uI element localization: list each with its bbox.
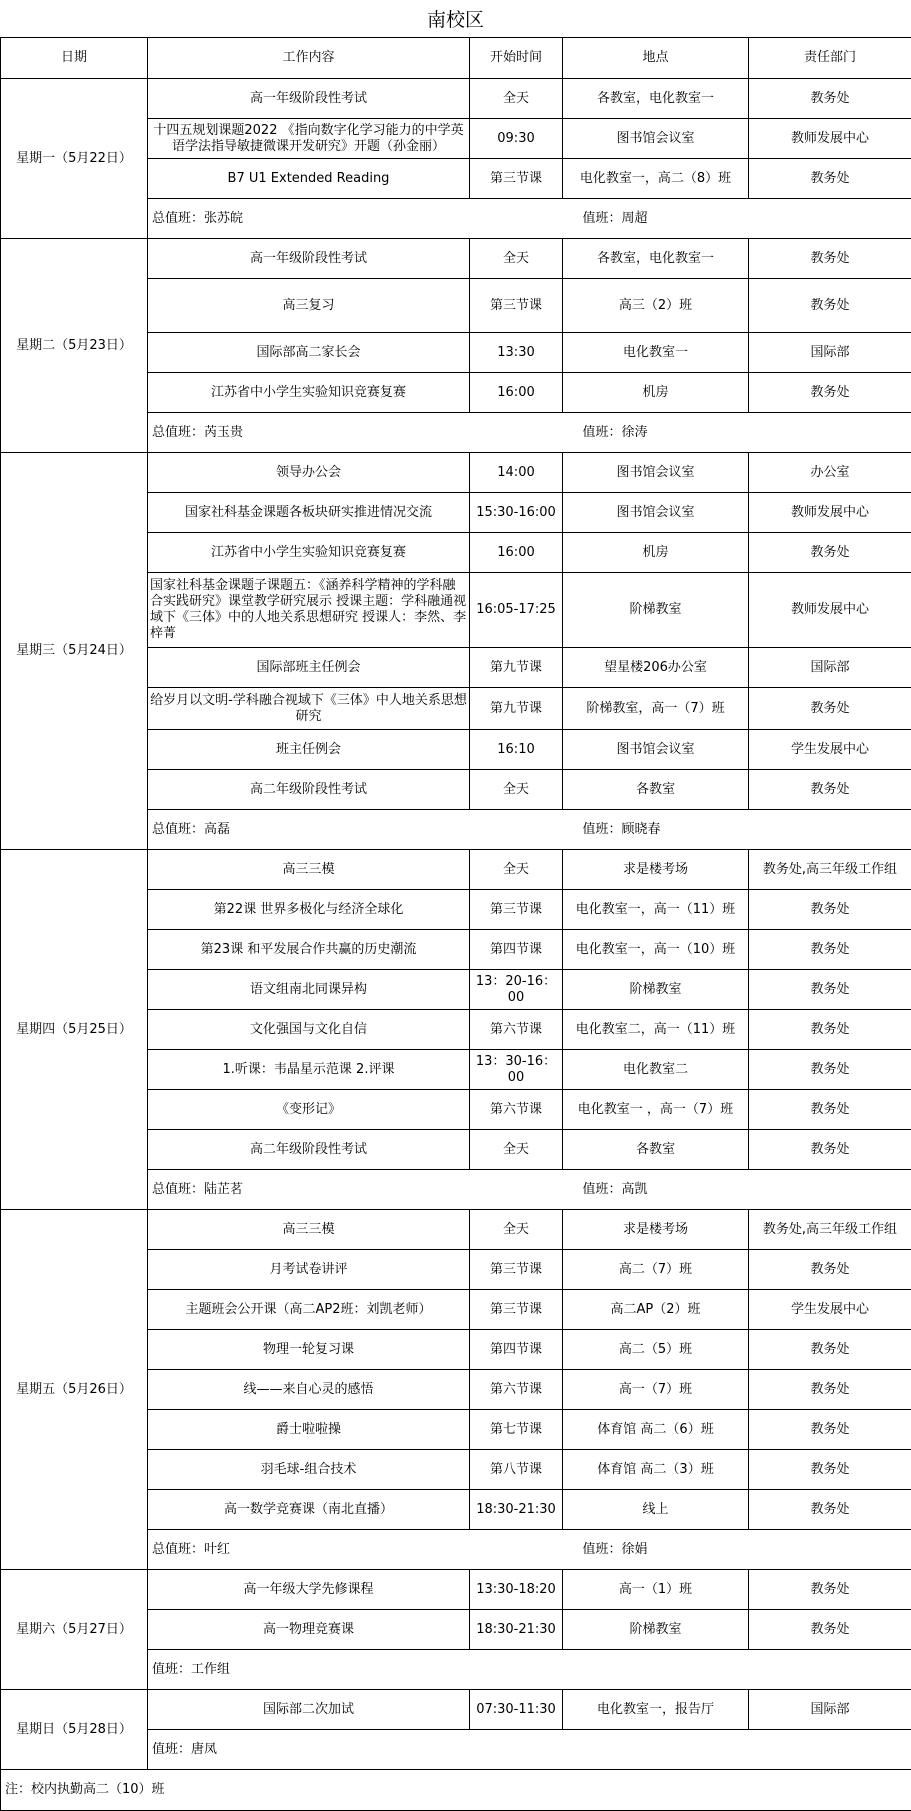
event-department: 教务处 <box>749 1130 911 1170</box>
event-time: 第三节课 <box>470 1250 563 1290</box>
event-place: 线上 <box>563 1490 749 1530</box>
event-place: 各教室，电化教室一 <box>563 79 749 119</box>
event-row <box>1 239 911 279</box>
header-content: 工作内容 <box>148 38 470 79</box>
event-place: 电化教室二，高一（11）班 <box>563 1010 749 1050</box>
chief-duty: 总值班：陆芷茗 <box>148 1170 563 1210</box>
event-department: 教务处 <box>749 1010 911 1050</box>
event-department: 教务处,高三年级工作组 <box>749 850 911 890</box>
event-place: 体育馆 高二（6）班 <box>563 1410 749 1450</box>
event-place: 阶梯教室 <box>563 573 749 648</box>
event-time: 全天 <box>470 79 563 119</box>
event-row <box>1 1690 911 1730</box>
event-content: 语文组南北同课异构 <box>148 970 470 1010</box>
chief-duty: 总值班：张苏皖 <box>148 199 563 239</box>
event-department: 国际部 <box>749 333 911 373</box>
event-place: 图书馆会议室 <box>563 493 749 533</box>
event-content: 高一物理竞赛课 <box>148 1610 470 1650</box>
event-department: 教务处 <box>749 1490 911 1530</box>
event-department: 教务处 <box>749 159 911 199</box>
event-content: 高三复习 <box>148 279 470 333</box>
event-place: 体育馆 高二（3）班 <box>563 1450 749 1490</box>
duty-officer <box>563 1730 911 1770</box>
event-content: 第23课 和平发展合作共赢的历史潮流 <box>148 930 470 970</box>
header-date: 日期 <box>1 38 148 79</box>
event-department: 教务处 <box>749 1410 911 1450</box>
event-place: 图书馆会议室 <box>563 730 749 770</box>
event-content: 国家社科基金课题各板块研实推进情况交流 <box>148 493 470 533</box>
event-content: 十四五规划课题2022 《指向数字化学习能力的中学英语学法指导敏捷微课开发研究》开题（孙金丽） <box>148 119 470 159</box>
day-cell: 星期三（5月24日） <box>1 453 148 850</box>
event-time: 15:30-16:00 <box>470 493 563 533</box>
event-department: 教务处 <box>749 1610 911 1650</box>
event-place: 高三（2）班 <box>563 279 749 333</box>
event-content: 文化强国与文化自信 <box>148 1010 470 1050</box>
duty-officer: 值班：徐娟 <box>563 1530 911 1570</box>
duty-officer: 值班：徐涛 <box>563 413 911 453</box>
event-department: 学生发展中心 <box>749 1290 911 1330</box>
event-time: 第九节课 <box>470 688 563 730</box>
event-place: 各教室，电化教室一 <box>563 239 749 279</box>
event-time: 全天 <box>470 770 563 810</box>
event-row <box>1 79 911 119</box>
chief-duty: 值班：唐凤 <box>148 1730 563 1770</box>
note-row <box>1 1770 911 1811</box>
day-cell: 星期五（5月26日） <box>1 1210 148 1570</box>
event-department: 教务处 <box>749 239 911 279</box>
event-content: 国家社科基金课题子课题五：《涵养科学精神的学科融合实践研究》课堂教学研究展示 授课主题：学科融通视域下《三体》中的人地关系思想研究 授课人：李然、李梓菁 <box>148 573 470 648</box>
event-place: 图书馆会议室 <box>563 453 749 493</box>
chief-duty: 总值班：高磊 <box>148 810 563 850</box>
event-time: 16:00 <box>470 533 563 573</box>
event-department: 教务处 <box>749 1250 911 1290</box>
event-time: 第四节课 <box>470 930 563 970</box>
event-content: 高一数学竞赛课（南北直播） <box>148 1490 470 1530</box>
event-time: 13:30 <box>470 333 563 373</box>
event-content: 班主任例会 <box>148 730 470 770</box>
event-place: 求是楼考场 <box>563 850 749 890</box>
event-time: 全天 <box>470 850 563 890</box>
event-time: 第六节课 <box>470 1010 563 1050</box>
event-place: 电化教室二 <box>563 1050 749 1090</box>
event-content: 高二年级阶段性考试 <box>148 1130 470 1170</box>
event-time: 13：20-16：00 <box>470 970 563 1010</box>
event-content: 高三三模 <box>148 1210 470 1250</box>
event-department: 教务处 <box>749 279 911 333</box>
event-time: 第六节课 <box>470 1370 563 1410</box>
event-content: 线——来自心灵的感悟 <box>148 1370 470 1410</box>
event-time: 16:10 <box>470 730 563 770</box>
event-time: 18:30-21:30 <box>470 1610 563 1650</box>
event-department: 教务处 <box>749 688 911 730</box>
event-row <box>1 850 911 890</box>
event-department: 教务处 <box>749 1330 911 1370</box>
event-department: 教务处 <box>749 970 911 1010</box>
event-department: 教务处 <box>749 79 911 119</box>
event-time: 第九节课 <box>470 648 563 688</box>
event-content: 高一年级大学先修课程 <box>148 1570 470 1610</box>
event-content: 高一年级阶段性考试 <box>148 79 470 119</box>
event-place: 高二AP（2）班 <box>563 1290 749 1330</box>
event-department: 教务处 <box>749 930 911 970</box>
event-time: 第八节课 <box>470 1450 563 1490</box>
event-department: 教务处 <box>749 890 911 930</box>
event-content: 国际部二次加试 <box>148 1690 470 1730</box>
header-row <box>1 38 911 79</box>
event-department: 教务处 <box>749 373 911 413</box>
event-content: 高二年级阶段性考试 <box>148 770 470 810</box>
event-department: 教务处 <box>749 1570 911 1610</box>
day-cell: 星期四（5月25日） <box>1 850 148 1210</box>
event-place: 各教室 <box>563 770 749 810</box>
event-place: 高一（1）班 <box>563 1570 749 1610</box>
event-time: 13:30-18:20 <box>470 1570 563 1610</box>
event-content: B7 U1 Extended Reading <box>148 159 470 199</box>
event-place: 高二（5）班 <box>563 1330 749 1370</box>
event-content: 江苏省中小学生实验知识竞赛复赛 <box>148 533 470 573</box>
event-place: 机房 <box>563 373 749 413</box>
event-time: 第三节课 <box>470 159 563 199</box>
event-time: 第三节课 <box>470 1290 563 1330</box>
event-department: 教师发展中心 <box>749 119 911 159</box>
event-place: 电化教室一，高二（8）班 <box>563 159 749 199</box>
event-place: 阶梯教室 <box>563 1610 749 1650</box>
schedule-table <box>0 37 911 1811</box>
event-content: 羽毛球-组合技术 <box>148 1450 470 1490</box>
page-title: 南校区 <box>0 0 911 37</box>
event-time: 第三节课 <box>470 890 563 930</box>
event-department: 教务处 <box>749 1090 911 1130</box>
event-place: 电化教室一 <box>563 333 749 373</box>
event-time: 14:00 <box>470 453 563 493</box>
header-department: 责任部门 <box>749 38 911 79</box>
event-department: 教务处 <box>749 533 911 573</box>
event-place: 望星楼206办公室 <box>563 648 749 688</box>
duty-officer: 值班：周超 <box>563 199 911 239</box>
event-place: 高一（7）班 <box>563 1370 749 1410</box>
event-department: 国际部 <box>749 1690 911 1730</box>
event-place: 电化教室一，报告厅 <box>563 1690 749 1730</box>
event-time: 第三节课 <box>470 279 563 333</box>
event-place: 电化教室一 ，高一（7）班 <box>563 1090 749 1130</box>
event-place: 机房 <box>563 533 749 573</box>
event-department: 教师发展中心 <box>749 493 911 533</box>
event-content: 爵士啦啦操 <box>148 1410 470 1450</box>
event-content: 1.听课：韦晶星示范课 2.评课 <box>148 1050 470 1090</box>
event-content: 月考试卷讲评 <box>148 1250 470 1290</box>
event-content: 第22课 世界多极化与经济全球化 <box>148 890 470 930</box>
event-place: 阶梯教室，高一（7）班 <box>563 688 749 730</box>
day-cell: 星期日（5月28日） <box>1 1690 148 1770</box>
event-department: 教务处,高三年级工作组 <box>749 1210 911 1250</box>
duty-officer: 值班：高凯 <box>563 1170 911 1210</box>
event-place: 图书馆会议室 <box>563 119 749 159</box>
chief-duty: 值班：工作组 <box>148 1650 563 1690</box>
day-cell: 星期一（5月22日） <box>1 79 148 239</box>
schedule-body <box>1 79 911 1811</box>
event-time: 18:30-21:30 <box>470 1490 563 1530</box>
event-content: 给岁月以文明-学科融合视域下《三体》中人地关系思想研究 <box>148 688 470 730</box>
event-department: 教务处 <box>749 1450 911 1490</box>
event-row <box>1 1210 911 1250</box>
duty-officer <box>563 1650 911 1690</box>
day-cell: 星期六（5月27日） <box>1 1570 148 1690</box>
event-place: 电化教室一，高一（11）班 <box>563 890 749 930</box>
event-content: 高三三模 <box>148 850 470 890</box>
duty-officer: 值班：顾晓春 <box>563 810 911 850</box>
header-place: 地点 <box>563 38 749 79</box>
chief-duty: 总值班：叶红 <box>148 1530 563 1570</box>
event-time: 全天 <box>470 1130 563 1170</box>
event-row <box>1 1570 911 1610</box>
event-department: 教务处 <box>749 1050 911 1090</box>
event-department: 办公室 <box>749 453 911 493</box>
event-time: 07:30-11:30 <box>470 1690 563 1730</box>
event-time: 16:00 <box>470 373 563 413</box>
event-department: 教师发展中心 <box>749 573 911 648</box>
event-department: 国际部 <box>749 648 911 688</box>
event-department: 教务处 <box>749 1370 911 1410</box>
event-content: 主题班会公开课（高二AP2班：刘凯老师） <box>148 1290 470 1330</box>
event-time: 第七节课 <box>470 1410 563 1450</box>
event-department: 学生发展中心 <box>749 730 911 770</box>
event-place: 阶梯教室 <box>563 970 749 1010</box>
event-content: 《变形记》 <box>148 1090 470 1130</box>
event-department: 教务处 <box>749 770 911 810</box>
event-time: 全天 <box>470 1210 563 1250</box>
event-time: 09:30 <box>470 119 563 159</box>
header-start-time: 开始时间 <box>470 38 563 79</box>
event-time: 13：30-16：00 <box>470 1050 563 1090</box>
event-content: 物理一轮复习课 <box>148 1330 470 1370</box>
event-content: 领导办公会 <box>148 453 470 493</box>
event-place: 高二（7）班 <box>563 1250 749 1290</box>
event-content: 国际部高二家长会 <box>148 333 470 373</box>
event-time: 第四节课 <box>470 1330 563 1370</box>
day-cell: 星期二（5月23日） <box>1 239 148 453</box>
event-time: 第六节课 <box>470 1090 563 1130</box>
event-content: 高一年级阶段性考试 <box>148 239 470 279</box>
event-place: 电化教室一，高一（10）班 <box>563 930 749 970</box>
event-time: 16:05-17:25 <box>470 573 563 648</box>
chief-duty: 总值班：芮玉贵 <box>148 413 563 453</box>
event-content: 国际部班主任例会 <box>148 648 470 688</box>
event-content: 江苏省中小学生实验知识竞赛复赛 <box>148 373 470 413</box>
event-place: 求是楼考场 <box>563 1210 749 1250</box>
footnote: 注：校内执勤高二（10）班 <box>1 1770 911 1811</box>
event-place: 各教室 <box>563 1130 749 1170</box>
event-row <box>1 453 911 493</box>
event-time: 全天 <box>470 239 563 279</box>
